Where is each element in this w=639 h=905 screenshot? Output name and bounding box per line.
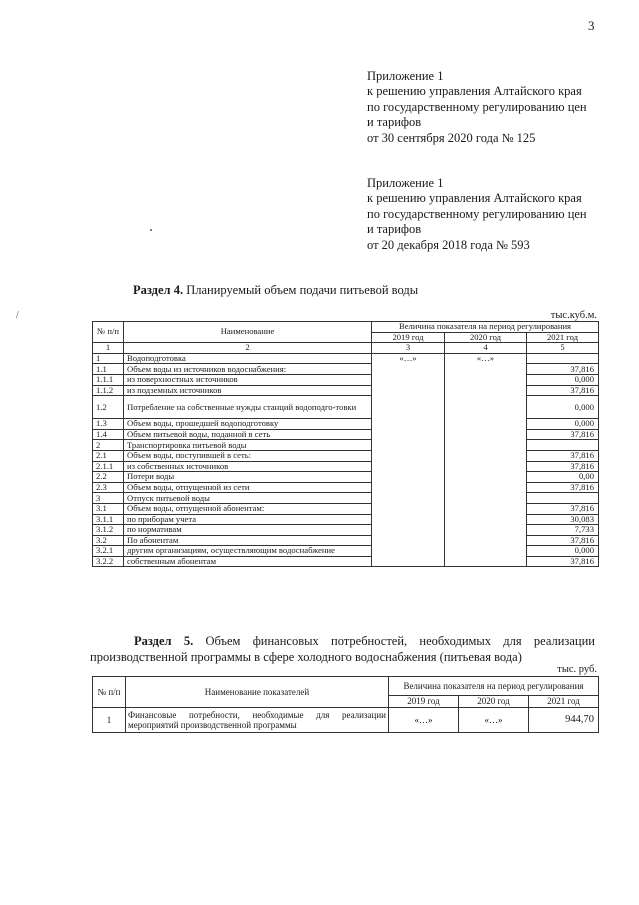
row-num: 3.1 [93,503,124,514]
row-2020: «…» [459,708,529,733]
row-name: Транспортировка питьевой воды [124,440,372,451]
row-2021: 944,70 [529,708,599,733]
column-number: 4 [445,343,527,354]
row-name: Объем воды, отпущенной абонентам: [124,503,372,514]
row-num: 3.1.2 [93,525,124,536]
header-period: Величина показателя на период регулирования [372,322,599,333]
row-num: 1.1.2 [93,385,124,396]
appendix-line: от 20 декабря 2018 года № 593 [367,237,530,252]
row-num: 2 [93,440,124,451]
appendix-line: по государственному регулированию цен [367,206,587,221]
row-name: из подземных источников [124,385,372,396]
header-num: № п/п [93,677,126,708]
row-2021: 37,816 [527,450,599,461]
row-2021: 7,733 [527,525,599,536]
row-name: Потери воды [124,472,372,483]
row-2021: 37,816 [527,503,599,514]
row-num: 1.2 [93,396,124,419]
row-num: 1.1 [93,364,124,375]
row-2021: 37,816 [527,482,599,493]
page-number: 3 [588,18,595,33]
row-num: 1.1.1 [93,374,124,385]
header-2019: 2019 год [389,696,459,708]
header-2020: 2020 год [445,332,527,343]
header-2021: 2021 год [527,332,599,343]
row-2021 [527,440,599,451]
row-name: Объем воды, поступившей в сеть: [124,450,372,461]
row-name: Финансовые потребности, необходимые для реализации мероприятий производственной программы [126,708,389,733]
appendix-line: к решению управления Алтайского края [367,191,582,206]
row-name: По абонентам [124,535,372,546]
row-name: Потребление на собственные нужды станций водоподго-товки [124,396,372,419]
row-name: Объем воды, прошедшей водоподготовку [124,419,372,430]
row-2021 [527,353,599,364]
row-num: 3.2.1 [93,546,124,557]
section4-title-text: Планируемый объем подачи питьевой воды [183,283,419,297]
row-num: 2.1.1 [93,461,124,472]
appendix-line: и тарифов [367,222,422,237]
header-name: Наименование [124,322,372,343]
placeholder-2020: «…» [476,353,495,363]
margin-mark: / [16,310,19,321]
row-2021: 37,816 [527,385,599,396]
row-num: 1.4 [93,429,124,440]
row-2021: 37,816 [527,535,599,546]
header-2019: 2019 год [372,332,445,343]
appendix-line: Приложение 1 [367,176,444,190]
placeholder-2019: «…» [399,353,417,363]
row-num: 2.2 [93,472,124,483]
merged-2019-cell [372,353,445,567]
row-2021: 0,000 [527,546,599,557]
row-2021: 37,816 [527,429,599,440]
table-row [93,708,599,733]
appendix-line: от 30 сентября 2020 года № 125 [367,130,536,145]
section5-unit: тыс. руб. [557,664,597,675]
row-num: 1 [93,708,126,733]
row-name: Объем питьевой воды, поданной в сеть [124,429,372,440]
header-name: Наименование показателей [126,677,389,708]
appendix-line: по государственному регулированию цен [367,99,587,114]
section4-title [133,283,418,298]
scan-speck [150,229,152,231]
row-2021: 37,816 [527,556,599,567]
row-2021: 37,816 [527,461,599,472]
column-number: 5 [527,343,599,354]
row-name: по нормативам [124,525,372,536]
row-name: собственным абонентам [124,556,372,567]
header-2020: 2020 год [459,696,529,708]
header-2021: 2021 год [529,696,599,708]
row-2021: 0,000 [527,374,599,385]
section5-title-text: Объем финансовых потребностей, необходимых для реализации производственной программы в сфере холодного водоснабжения (питьевая вода) [90,634,595,664]
row-2021: 30,083 [527,514,599,525]
row-name: Объем воды, отпущенной из сети [124,482,372,493]
row-2019: «…» [389,708,459,733]
row-num: 3.1.1 [93,514,124,525]
appendix-line: к решению управления Алтайского края [367,84,582,99]
row-name: Водоподготовка [124,353,372,364]
column-number: 2 [124,343,372,354]
row-2021: 37,816 [527,364,599,375]
section4-table [92,321,599,567]
row-num: 3.2.2 [93,556,124,567]
row-2021: 0,000 [527,396,599,419]
row-2021 [527,493,599,504]
row-name: из поверхностных источников [124,374,372,385]
header-num: № п/п [93,322,124,343]
header-period: Величина показателя на период регулирования [389,677,599,696]
section5-title [90,633,595,665]
row-name: по приборам учета [124,514,372,525]
row-num: 3.2 [93,535,124,546]
row-num: 1.3 [93,419,124,430]
appendix-previous [367,176,587,253]
row-name: из собственных источников [124,461,372,472]
row-num: 2.1 [93,450,124,461]
row-2021: 0,000 [527,419,599,430]
appendix-line: Приложение 1 [367,69,444,83]
row-name: Объем воды из источников водоснабжения: [124,364,372,375]
row-name: Отпуск питьевой воды [124,493,372,504]
row-2021: 0,00 [527,472,599,483]
row-num: 2.3 [93,482,124,493]
section5-label: Раздел 5. [134,634,194,648]
section5-table [92,676,599,733]
merged-2020-cell [445,353,527,567]
appendix-current [367,69,587,146]
section4-label: Раздел 4. [133,283,184,297]
column-number: 1 [93,343,124,354]
section4-unit: тыс.куб.м. [550,310,597,321]
appendix-line: и тарифов [367,115,422,130]
row-num: 1 [93,353,124,364]
row-name: другим организациям, осуществляющим водоснабжение [124,546,372,557]
table-row [93,353,599,364]
row-num: 3 [93,493,124,504]
column-number: 3 [372,343,445,354]
